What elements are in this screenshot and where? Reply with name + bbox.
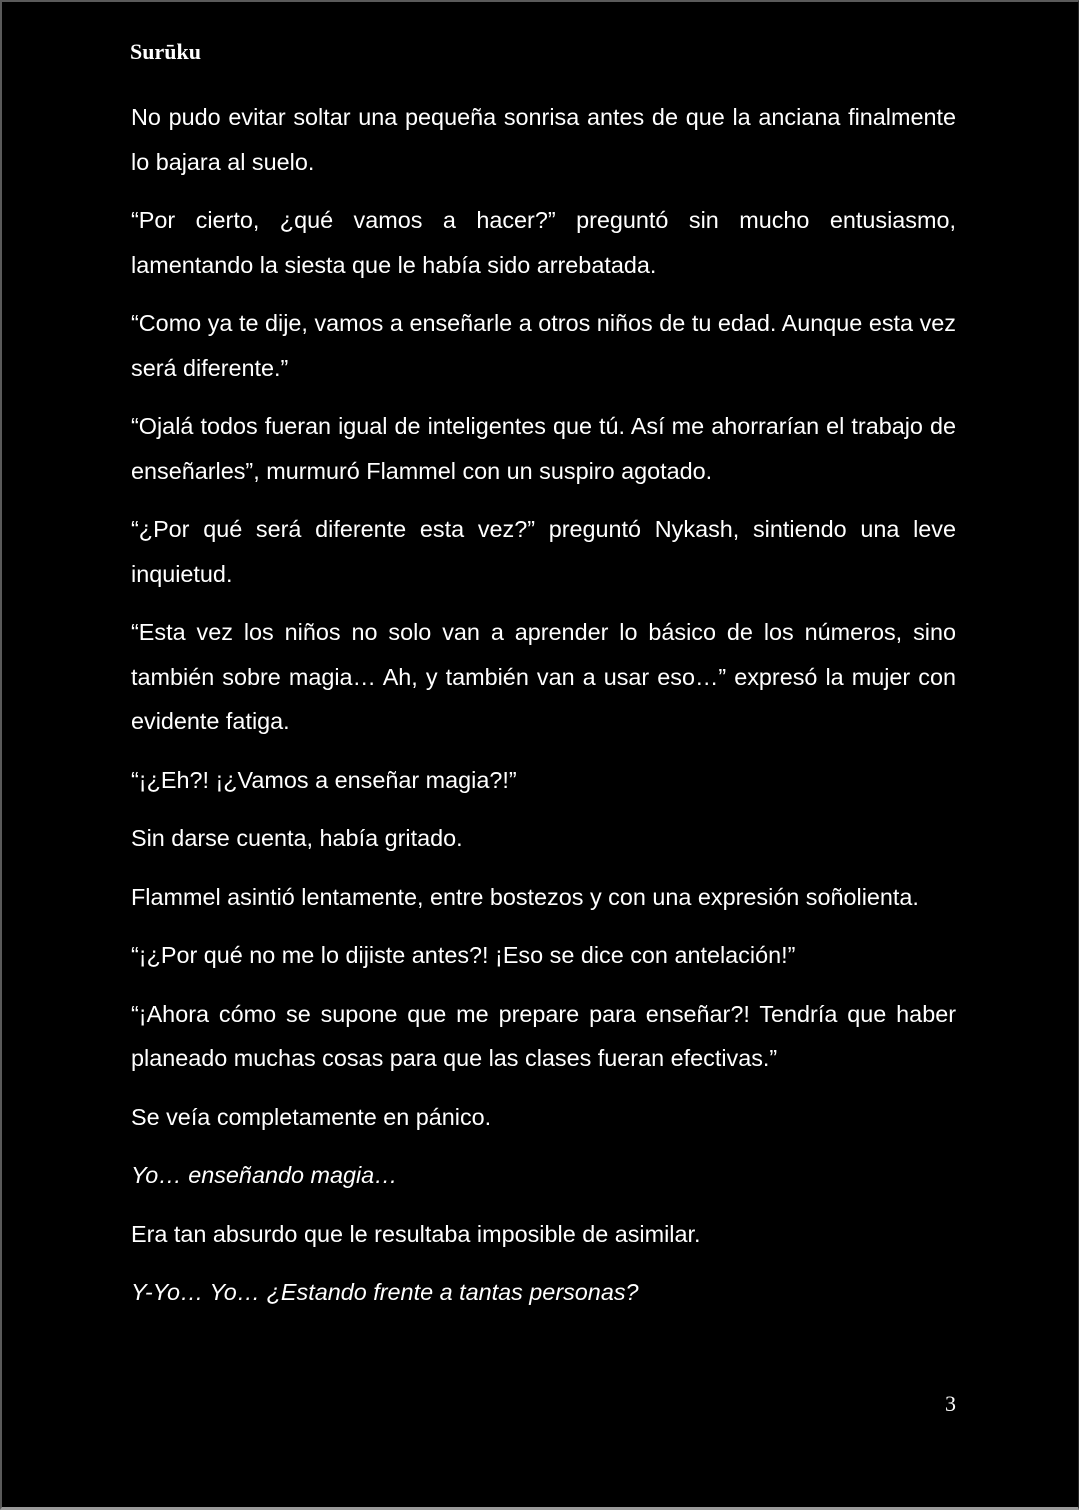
paragraph-italic-thought: Y-Yo… Yo… ¿Estando frente a tantas personas?	[131, 1279, 639, 1305]
paragraph: Sin darse cuenta, había gritado.	[131, 825, 463, 851]
paragraph: “Ojalá todos fueran igual de inteligentes que tú. Así me ahorrarían el trabajo de enseñarles”, murmuró Flammel con un suspiro agotado.	[131, 413, 956, 484]
paragraph: Era tan absurdo que le resultaba imposible de asimilar.	[131, 1220, 701, 1247]
paragraph: “¡¿Eh?! ¡¿Vamos a enseñar magia?!”	[131, 766, 517, 793]
paragraph-italic-thought: Yo… enseñando magia…	[131, 1162, 398, 1188]
paragraph: Se veía completamente en pánico.	[131, 1103, 492, 1130]
paragraph: “¿Por qué será diferente esta vez?” preguntó Nykash, sintiendo una leve inquietud.	[131, 516, 956, 587]
paragraph: Flammel asintió lentamente, entre bostezos y con una expresión soñolienta.	[131, 883, 919, 910]
paragraph: No pudo evitar soltar una pequeña sonrisa antes de que la anciana finalmente lo bajara al suelo.	[131, 104, 956, 175]
paragraph: “¡¿Por qué no me lo dijiste antes?! ¡Eso se dice con antelación!”	[131, 942, 796, 968]
page-number: 3	[945, 1391, 956, 1416]
paragraph: “¡Ahora cómo se supone que me prepare para enseñar?! Tendría que haber planeado muchas cosas para que las clases fueran efectivas.”	[131, 1000, 956, 1071]
body-text	[131, 95, 956, 1329]
paragraph: “Esta vez los niños no solo van a aprender lo básico de los números, sino también sobre magia… Ah, y también van a usar eso…” expresó la mujer con evidente fatiga.	[131, 619, 956, 734]
paragraph: “Como ya te dije, vamos a enseñarle a otros niños de tu edad. Aunque esta vez será diferente.”	[131, 310, 956, 381]
running-header-title: Surūku	[130, 39, 201, 64]
paragraph: “Por cierto, ¿qué vamos a hacer?” preguntó sin mucho entusiasmo, lamentando la siesta que le había sido arrebatada.	[131, 207, 956, 278]
